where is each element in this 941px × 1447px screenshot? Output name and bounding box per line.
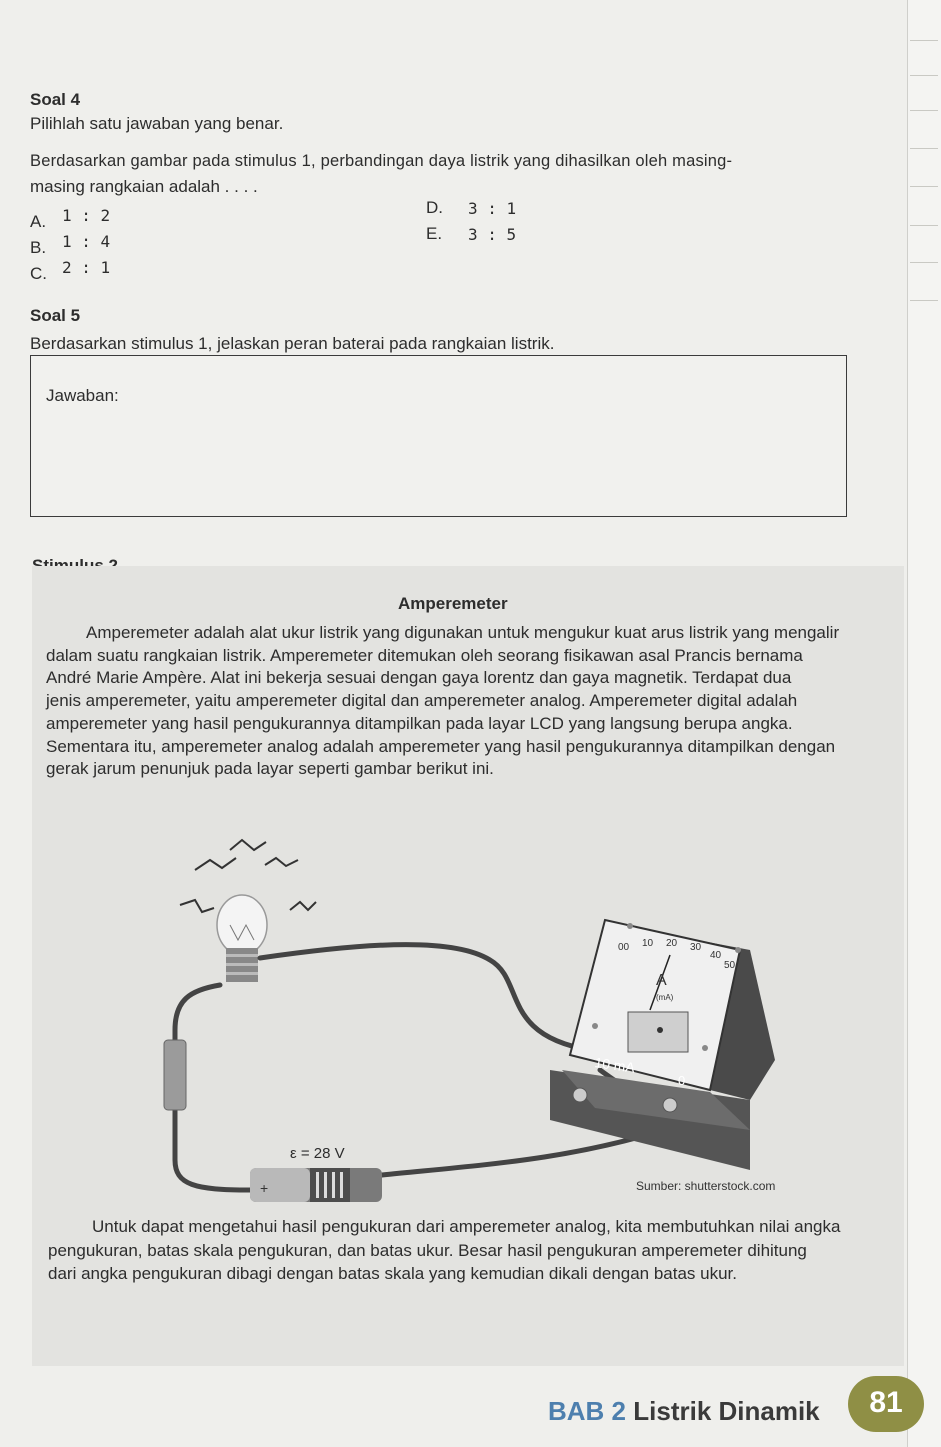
battery-plus-sign: +: [260, 1180, 269, 1196]
soal4-instruction: Pilihlah satu jawaban yang benar.: [30, 114, 284, 133]
closing-line: Untuk dapat mengetahui hasil pengukuran dari amperemeter analog, kita membutuhkan nilai angka: [92, 1217, 841, 1236]
meter-unit: A: [656, 972, 667, 989]
soal4-question-line1: Berdasarkan gambar pada stimulus 1, perbandingan daya listrik yang dihasilkan oleh masing-: [30, 152, 733, 170]
ammeter-circuit-illustration: [150, 830, 800, 1210]
battery-icon: [250, 1168, 382, 1202]
paragraph-line: amperemeter yang hasil pengukurannya ditampilkan pada layar LCD yang langsung berupa angka.: [46, 713, 793, 733]
closing-line: pengukuran, batas skala pengukuran, dan batas ukur. Besar hasil pengukuran amperemeter dihitung: [48, 1240, 807, 1260]
paragraph-line: Amperemeter adalah alat ukur listrik yang digunakan untuk mengukur kuat arus listrik yang mengalir: [86, 623, 840, 642]
bab-label: BAB 2: [548, 1396, 627, 1426]
ammeter-icon: [550, 920, 775, 1170]
closing-line: dari angka pengukuran dibagi dengan batas skala yang kemudian dikali dengan batas ukur.: [48, 1264, 737, 1284]
option-letter: A.: [30, 212, 47, 231]
option-value: 1 : 4: [62, 232, 111, 251]
stimulus2-heading: Amperemeter: [398, 594, 508, 613]
soal5-title: Soal 5: [30, 306, 81, 325]
scale-tick: 40: [710, 950, 722, 961]
stimulus2-closing: [48, 1215, 896, 1286]
page-number: 81: [869, 1386, 903, 1419]
next-page-edge: [907, 0, 941, 1447]
paragraph-line: gerak jarum penunjuk pada layar seperti gambar berikut ini.: [46, 759, 494, 779]
option-letter: E.: [426, 224, 443, 243]
soal4-question-line2: masing rangkaian adalah . . . .: [30, 177, 258, 196]
option-value: 3 : 1: [468, 199, 517, 218]
emf-label: ε = 28 V: [290, 1145, 345, 1162]
scale-tick: 00: [618, 942, 630, 953]
zero-label: 0: [678, 1073, 686, 1088]
page-number-badge: [848, 1376, 924, 1432]
soal5-question: Berdasarkan stimulus 1, jelaskan peran baterai pada rangkaian listrik.: [30, 334, 555, 353]
answer-label: Jawaban:: [46, 386, 119, 405]
option-letter: B.: [30, 238, 47, 257]
option-value: 1 : 2: [62, 206, 111, 225]
chapter-title: Listrik Dinamik: [633, 1396, 820, 1426]
meter-subunit: (mA): [656, 993, 674, 1002]
range-label: 10 mA: [593, 1054, 636, 1076]
stimulus2-paragraph: [46, 622, 854, 781]
scale-tick: 50: [724, 960, 736, 971]
soal4-title: Soal 4: [30, 90, 81, 109]
option-letter: C.: [30, 264, 47, 283]
light-bulb-icon: [217, 895, 267, 982]
paragraph-line: jenis amperemeter, yaitu amperemeter digital dan amperemeter analog. Amperemeter digital adalah: [46, 691, 798, 711]
paragraph-line: dalam suatu rangkaian listrik. Amperemeter ditemukan oleh seorang fisikawan asal Prancis bernama: [46, 645, 803, 665]
option-letter: D.: [426, 198, 443, 217]
image-source: Sumber: shutterstock.com: [636, 1179, 776, 1193]
resistor-icon: [164, 1040, 186, 1110]
scale-tick: 30: [690, 942, 702, 953]
option-value: 3 : 5: [468, 225, 517, 244]
answer-box[interactable]: [30, 355, 847, 517]
chapter-footer: [548, 1396, 820, 1427]
paragraph-line: André Marie Ampère. Alat ini bekerja sesuai dengan gaya lorentz dan gaya magnetik. Terdapat dua: [46, 668, 792, 688]
paragraph-line: Sementara itu, amperemeter analog adalah amperemeter yang hasil pengukurannya ditampilkan dengan: [46, 736, 836, 756]
scale-tick: 20: [666, 938, 678, 949]
option-value: 2 : 1: [62, 258, 111, 277]
scale-tick: 10: [642, 938, 654, 949]
